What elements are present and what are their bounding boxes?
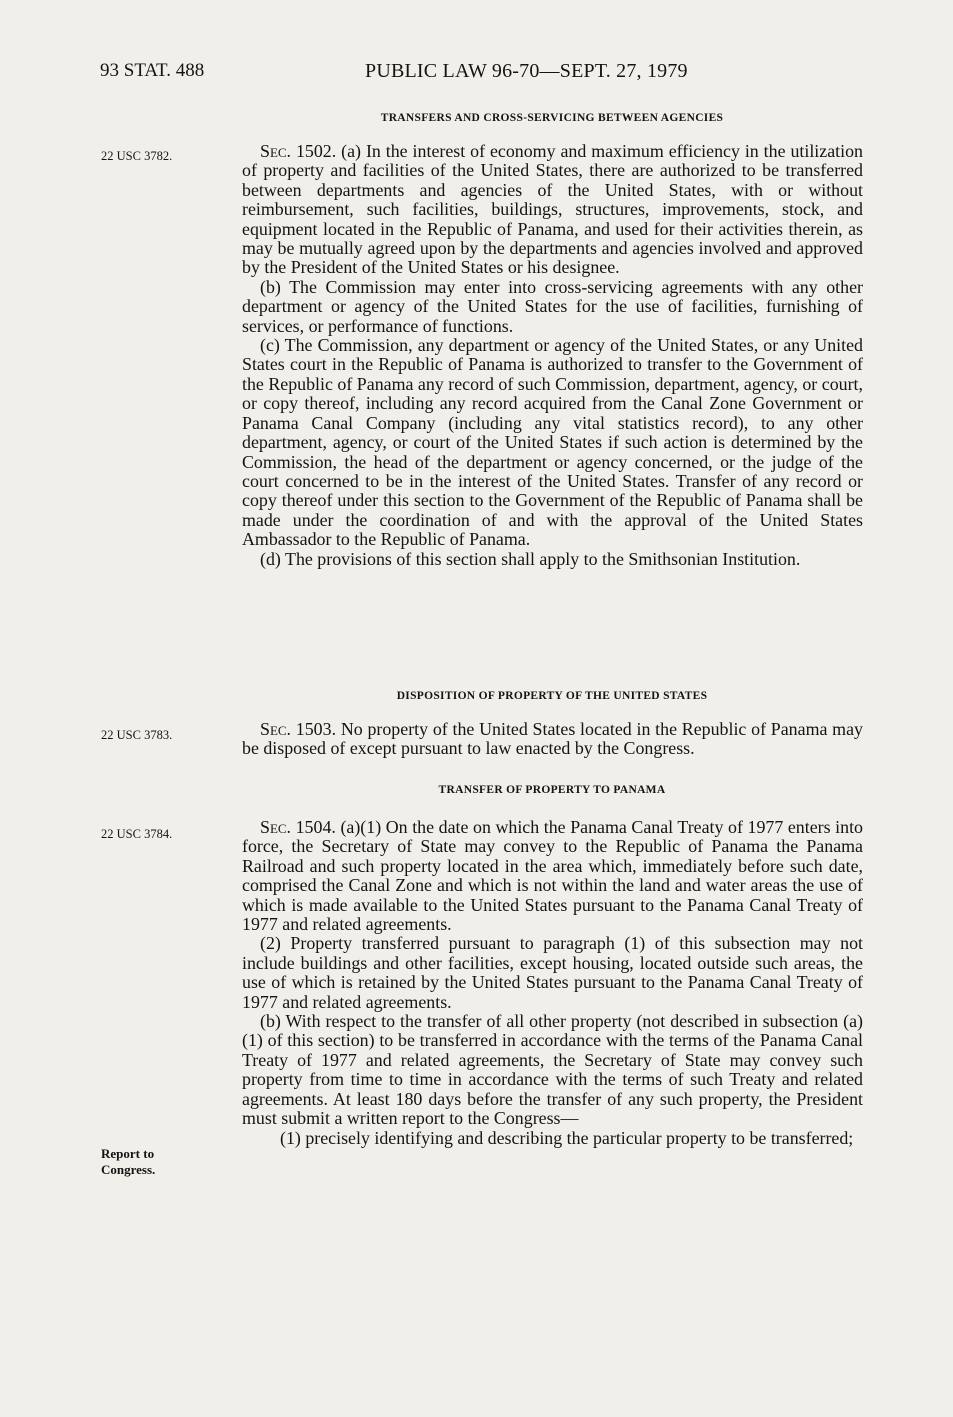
section-1502-b: (b) The Commission may enter into cross-servicing agreements with any other department or agency of the United States for the use of facilities, furnishing of services, or performance of functions. bbox=[242, 276, 863, 336]
section-1504-a1-text: (a)(1) On the date on which the Panama Canal Treaty of 1977 enters into force, the Secretary of State may convey to the Republic of Panama the Panama Railroad and such property located in the area which, immediately before such date, comprised the Canal Zone and which is not within the land and water areas the use of which is made available to the United States pursuant to the Panama Canal Treaty of 1977 and related agreements. bbox=[242, 817, 863, 935]
section-1504-label: Sec. 1504. bbox=[260, 817, 336, 837]
section-1502-a bbox=[242, 142, 863, 278]
stat-page-number: 93 STAT. 488 bbox=[100, 60, 205, 81]
section-1504-b1: (1) precisely identifying and describing the particular property to be transferred; bbox=[280, 1127, 854, 1148]
margin-note-usc-3782: 22 USC 3782. bbox=[101, 149, 173, 163]
section-1504-b: (b) With respect to the transfer of all other property (not described in subsection (a)(1) of this section) to be transferred in accordance with the terms of the Panama Canal Treaty of 1977 and related agreements, the Secretary of State may convey such property from time to time in accordance with the terms of such Treaty and related agreements. At least 180 days before the transfer of any such property, the President must submit a written report to the Congress— bbox=[242, 1011, 863, 1129]
margin-note-usc-3784: 22 USC 3784. bbox=[101, 827, 173, 841]
report-line-2: Congress. bbox=[101, 1162, 156, 1177]
page-header bbox=[0, 60, 953, 92]
section-1502-a-text: (a) In the interest of economy and maximum efficiency in the utilization of property and facilities of the United States, there are authorized to be transferred between departments and agencies of the United States, with or without reimbursement, such facilities, buildings, structures, improvements, stock, and equipment located in the Republic of Panama, and used for their activities therein, as may be mutually agreed upon by the departments and agencies involved and approved by the President of the United States or his designee. bbox=[242, 141, 863, 278]
section-1504-a2: (2) Property transferred pursuant to paragraph (1) of this subsection may not include buildings and other facilities, except housing, located outside such areas, the use of which is retained by the United States pursuant to the Panama Canal Treaty of 1977 and related agreements. bbox=[242, 933, 863, 1012]
section-1503-body: No property of the United States located in the Republic of Panama may be disposed of except pursuant to law enacted by the Congress. bbox=[242, 719, 863, 759]
heading-transfer-panama: TRANSFER OF PROPERTY TO PANAMA bbox=[438, 784, 666, 796]
section-1504 bbox=[242, 818, 863, 1148]
section-1502-c: (c) The Commission, any department or agency of the United States, or any United States court in the Republic of Panama is authorized to transfer to the Government of the Republic of Panama any record of such Commission, department, agency, or court, or copy thereof, including any record acquired from the Canal Zone Government or Panama Canal Company (including any vital statistics record), to any other department, agency, or court of the United States if such action is determined by the Commission, the head of the department or agency concerned, or the judge of the court concerned to be in the interest of the United States. Transfer of any record or copy thereof under this section to the Government of the Republic of Panama shall be made under the coordination of and with the approval of the United States Ambassador to the Republic of Panama. bbox=[242, 335, 863, 550]
margin-note-usc-3783: 22 USC 3783. bbox=[101, 728, 173, 742]
heading-transfers: TRANSFERS AND CROSS-SERVICING BETWEEN AGENCIES bbox=[380, 112, 724, 124]
section-1503-text bbox=[242, 720, 863, 759]
margin-note-report-to-congress bbox=[101, 1146, 155, 1178]
public-law-title: PUBLIC LAW 96-70—SEPT. 27, 1979 bbox=[365, 60, 688, 82]
section-1503-label: Sec. 1503. bbox=[260, 719, 337, 739]
heading-disposition: DISPOSITION OF PROPERTY OF THE UNITED STATES bbox=[396, 690, 708, 702]
section-1502-label: Sec. 1502. bbox=[260, 141, 337, 161]
section-1502-d: (d) The provisions of this section shall apply to the Smithsonian Institution. bbox=[260, 548, 801, 569]
section-1503 bbox=[242, 720, 863, 759]
section-1502 bbox=[242, 142, 863, 569]
section-1504-a1 bbox=[242, 818, 863, 934]
report-line-1: Report to bbox=[101, 1146, 155, 1161]
